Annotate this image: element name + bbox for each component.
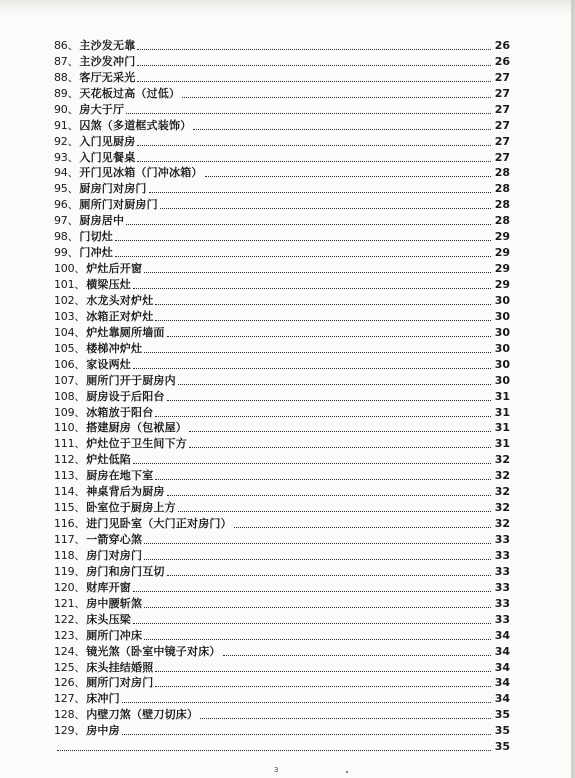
toc-entry-page: 27 bbox=[494, 134, 510, 148]
toc-entry-page: 29 bbox=[494, 246, 510, 260]
toc-entry bbox=[54, 36, 510, 52]
toc-entry-page: 30 bbox=[494, 325, 510, 339]
toc-dot-leader bbox=[149, 192, 491, 193]
toc-entry bbox=[54, 68, 510, 84]
toc-entry-number: 126、 bbox=[54, 676, 86, 690]
toc-entry-title: 水龙头对炉灶 bbox=[86, 293, 154, 307]
toc-entry-title: 囚煞（多道框式装饰） bbox=[79, 118, 192, 132]
toc-entry bbox=[54, 689, 510, 705]
toc-entry bbox=[54, 658, 510, 674]
toc-entry bbox=[54, 259, 510, 275]
toc-entry bbox=[54, 705, 510, 721]
toc-entry-number: 99、 bbox=[54, 246, 79, 260]
toc-entry bbox=[54, 116, 510, 132]
toc-entry-number: 104、 bbox=[54, 325, 86, 339]
toc-entry-number: 118、 bbox=[54, 548, 86, 562]
toc-entry-title: 炉灶位于卫生间下方 bbox=[86, 437, 188, 451]
toc-entry-title: 客厅无采光 bbox=[79, 70, 136, 84]
toc-entry-page: 27 bbox=[494, 70, 510, 84]
toc-entry-number: 124、 bbox=[54, 644, 86, 658]
toc-dot-leader bbox=[200, 718, 491, 719]
toc-dot-leader bbox=[223, 655, 491, 656]
toc-entry-number: 95、 bbox=[54, 182, 79, 196]
toc-entry-number: 110、 bbox=[54, 421, 86, 435]
toc-entry-title: 床头压梁 bbox=[86, 612, 132, 626]
toc-dot-leader bbox=[126, 113, 491, 114]
toc-entry-page: 31 bbox=[494, 389, 510, 403]
toc-dot-leader bbox=[144, 607, 491, 608]
toc-entry-number: 94、 bbox=[54, 166, 79, 180]
toc-entry bbox=[54, 275, 510, 291]
toc-entry bbox=[54, 737, 510, 753]
toc-entry-number: 100、 bbox=[54, 262, 86, 276]
toc-dot-leader bbox=[137, 161, 491, 162]
toc-entry-page: 31 bbox=[494, 421, 510, 435]
toc-dot-leader bbox=[193, 129, 491, 130]
toc-dot-leader bbox=[122, 702, 491, 703]
toc-entry-number: 122、 bbox=[54, 612, 86, 626]
toc-dot-leader bbox=[167, 495, 491, 496]
toc-dot-leader bbox=[144, 272, 491, 273]
toc-entry-number: 116、 bbox=[54, 517, 86, 531]
toc-entry-title: 入门见厨房 bbox=[79, 134, 136, 148]
toc-dot-leader bbox=[133, 368, 491, 369]
toc-entry bbox=[54, 721, 510, 737]
toc-entry-page: 33 bbox=[494, 596, 510, 610]
toc-entry bbox=[54, 642, 510, 658]
toc-dot-leader bbox=[167, 336, 491, 337]
toc-entry-page: 33 bbox=[494, 612, 510, 626]
table-of-contents bbox=[54, 36, 510, 753]
toc-entry bbox=[54, 148, 510, 164]
toc-entry-page: 28 bbox=[494, 182, 510, 196]
toc-entry-number: 113、 bbox=[54, 469, 86, 483]
toc-dot-leader bbox=[137, 65, 491, 66]
toc-entry bbox=[54, 610, 510, 626]
toc-entry-page: 31 bbox=[494, 405, 510, 419]
toc-entry-number: 129、 bbox=[54, 724, 86, 738]
toc-entry-number: 105、 bbox=[54, 341, 86, 355]
toc-entry-page: 26 bbox=[494, 38, 510, 52]
toc-entry-page: 30 bbox=[494, 341, 510, 355]
toc-entry-title: 厕所门对房门 bbox=[86, 676, 154, 690]
page-number: 3 bbox=[274, 766, 279, 774]
toc-entry-number: 97、 bbox=[54, 214, 79, 228]
toc-entry-page: 33 bbox=[494, 548, 510, 562]
toc-entry bbox=[54, 164, 510, 180]
toc-dot-leader bbox=[155, 671, 491, 672]
toc-entry-title: 门切灶 bbox=[79, 230, 114, 244]
toc-entry-page: 30 bbox=[494, 373, 510, 387]
toc-dot-leader bbox=[144, 639, 491, 640]
toc-entry-page: 27 bbox=[494, 102, 510, 116]
toc-entry-page: 28 bbox=[494, 198, 510, 212]
toc-dot-leader bbox=[115, 256, 491, 257]
toc-entry-title: 房中房 bbox=[86, 724, 120, 738]
toc-entry-page: 27 bbox=[494, 118, 510, 132]
toc-dot-leader bbox=[155, 304, 491, 305]
toc-dot-leader bbox=[189, 447, 491, 448]
toc-entry-title: 天花板过高（过低） bbox=[79, 86, 181, 100]
toc-entry-title: 开门见冰箱（门冲冰箱） bbox=[79, 166, 203, 180]
toc-entry-page: 34 bbox=[494, 644, 510, 658]
toc-entry bbox=[54, 307, 510, 323]
toc-dot-leader bbox=[126, 224, 491, 225]
toc-entry-number: 101、 bbox=[54, 278, 86, 291]
toc-entry bbox=[54, 52, 510, 68]
toc-entry-number: 93、 bbox=[54, 150, 79, 164]
toc-entry bbox=[54, 626, 510, 642]
toc-entry-number: 115、 bbox=[54, 501, 86, 515]
toc-entry-page: 33 bbox=[494, 533, 510, 546]
toc-entry-page: 35 bbox=[494, 708, 510, 722]
toc-entry-number: 119、 bbox=[54, 564, 86, 578]
toc-entry bbox=[54, 179, 510, 195]
toc-entry-title: 横梁压灶 bbox=[86, 278, 132, 291]
toc-entry bbox=[54, 100, 510, 116]
toc-entry-page: 34 bbox=[494, 628, 510, 642]
toc-entry bbox=[54, 514, 510, 530]
toc-entry-number: 86、 bbox=[54, 38, 79, 52]
toc-dot-leader bbox=[155, 686, 491, 687]
page-top-edge bbox=[0, 0, 575, 14]
toc-entry-page: 29 bbox=[494, 262, 510, 276]
toc-entry-number: 128、 bbox=[54, 708, 86, 722]
toc-entry bbox=[54, 450, 510, 466]
toc-entry-title: 房大于厅 bbox=[79, 102, 125, 116]
toc-entry-title: 神桌背后为厨房 bbox=[86, 485, 165, 499]
toc-entry-number: 103、 bbox=[54, 309, 86, 323]
toc-dot-leader bbox=[155, 416, 491, 417]
toc-entry-title: 床头挂结婚照 bbox=[86, 660, 154, 674]
toc-entry-title: 进门见卧室（大门正对房门） bbox=[86, 517, 232, 531]
toc-entry-title: 厕所门冲床 bbox=[86, 628, 143, 642]
toc-entry-page: 32 bbox=[494, 469, 510, 483]
toc-entry-number: 114、 bbox=[54, 485, 86, 499]
toc-entry-title: 厨房在地下室 bbox=[86, 469, 154, 483]
toc-entry bbox=[54, 419, 510, 435]
toc-entry-number: 102、 bbox=[54, 293, 86, 307]
toc-entry-title: 镜光煞（卧室中镜子对床） bbox=[86, 644, 221, 658]
toc-entry-number: 107、 bbox=[54, 373, 86, 387]
toc-entry-number: 123、 bbox=[54, 628, 86, 642]
scan-speck bbox=[346, 771, 348, 773]
toc-dot-leader bbox=[144, 543, 491, 544]
toc-entry bbox=[54, 132, 510, 148]
toc-entry-number: 87、 bbox=[54, 54, 79, 68]
toc-entry-number: 96、 bbox=[54, 198, 79, 212]
toc-entry-number: 117、 bbox=[54, 533, 86, 546]
toc-entry-number: 88、 bbox=[54, 70, 79, 84]
toc-entry-page: 28 bbox=[494, 214, 510, 228]
toc-entry-title: 房门对房门 bbox=[86, 548, 143, 562]
toc-entry-page: 31 bbox=[494, 437, 510, 451]
toc-entry-page: 27 bbox=[494, 86, 510, 100]
toc-entry-title: 门冲灶 bbox=[79, 246, 114, 260]
toc-dot-leader bbox=[144, 352, 491, 353]
toc-entry bbox=[54, 546, 510, 562]
toc-entry bbox=[54, 291, 510, 307]
toc-dot-leader bbox=[205, 176, 491, 177]
toc-entry bbox=[54, 387, 510, 403]
toc-entry-number: 120、 bbox=[54, 580, 86, 594]
toc-entry-number: 121、 bbox=[54, 596, 86, 610]
toc-entry-page: 33 bbox=[494, 564, 510, 578]
toc-entry bbox=[54, 323, 510, 339]
toc-entry bbox=[54, 674, 510, 690]
toc-dot-leader bbox=[133, 288, 491, 289]
toc-entry bbox=[54, 466, 510, 482]
toc-entry bbox=[54, 371, 510, 387]
toc-entry-title: 冰箱正对炉灶 bbox=[86, 309, 154, 323]
toc-entry bbox=[54, 578, 510, 594]
toc-entry-title: 主沙发冲门 bbox=[79, 54, 136, 68]
toc-entry-number: 109、 bbox=[54, 405, 86, 419]
toc-entry-page: 32 bbox=[494, 517, 510, 531]
toc-entry-page: 35 bbox=[494, 740, 510, 754]
toc-dot-leader bbox=[167, 575, 491, 576]
toc-entry bbox=[54, 339, 510, 355]
toc-dot-leader bbox=[182, 97, 491, 98]
toc-dot-leader bbox=[178, 511, 491, 512]
toc-dot-leader bbox=[137, 145, 491, 146]
toc-dot-leader bbox=[189, 431, 491, 432]
toc-entry-number: 92、 bbox=[54, 134, 79, 148]
toc-dot-leader bbox=[57, 750, 491, 751]
toc-entry-page: 32 bbox=[494, 453, 510, 467]
toc-entry-page: 26 bbox=[494, 54, 510, 68]
toc-entry-title: 厨房居中 bbox=[79, 214, 125, 228]
toc-entry bbox=[54, 562, 510, 578]
toc-entry-title: 楼梯冲炉灶 bbox=[86, 341, 143, 355]
toc-entry bbox=[54, 227, 510, 243]
toc-entry-number: 91、 bbox=[54, 118, 79, 132]
toc-entry-title: 一箭穿心煞 bbox=[86, 533, 143, 546]
toc-entry bbox=[54, 403, 510, 419]
toc-dot-leader bbox=[115, 240, 491, 241]
toc-entry-title: 炉灶低陷 bbox=[86, 453, 132, 467]
toc-entry-title: 床冲门 bbox=[86, 692, 120, 706]
toc-entry-title: 家设两灶 bbox=[86, 357, 132, 371]
toc-entry-page: 30 bbox=[494, 293, 510, 307]
toc-entry-number: 98、 bbox=[54, 230, 79, 244]
toc-entry bbox=[54, 594, 510, 610]
toc-entry-page: 35 bbox=[494, 724, 510, 738]
toc-entry-number: 112、 bbox=[54, 453, 86, 467]
toc-entry bbox=[54, 498, 510, 514]
toc-entry-number: 108、 bbox=[54, 389, 86, 403]
toc-entry bbox=[54, 84, 510, 100]
toc-dot-leader bbox=[160, 208, 491, 209]
toc-entry-page: 34 bbox=[494, 692, 510, 706]
toc-dot-leader bbox=[155, 479, 491, 480]
toc-entry bbox=[54, 530, 510, 546]
toc-entry-title: 主沙发无靠 bbox=[79, 38, 136, 52]
toc-entry bbox=[54, 482, 510, 498]
toc-entry-title: 厨房门对房门 bbox=[79, 182, 147, 196]
toc-entry-title: 财库开窗 bbox=[86, 580, 132, 594]
toc-entry-page: 32 bbox=[494, 485, 510, 499]
toc-entry-number: 125、 bbox=[54, 660, 86, 674]
toc-entry-number: 89、 bbox=[54, 86, 79, 100]
toc-entry-number: 106、 bbox=[54, 357, 86, 371]
toc-dot-leader bbox=[133, 463, 491, 464]
toc-entry-page: 32 bbox=[494, 501, 510, 515]
toc-entry-title: 房门和房门互切 bbox=[86, 564, 165, 578]
toc-entry-title: 卧室位于厨房上方 bbox=[86, 501, 176, 515]
toc-entry-title: 厕所门开于厨房内 bbox=[86, 373, 176, 387]
toc-entry-page: 29 bbox=[494, 230, 510, 244]
toc-entry-number: 111、 bbox=[54, 437, 86, 451]
toc-entry-page: 33 bbox=[494, 580, 510, 594]
toc-entry-title: 炉灶后开窗 bbox=[86, 262, 143, 276]
toc-entry-title: 入门见餐桌 bbox=[79, 150, 136, 164]
toc-entry bbox=[54, 243, 510, 259]
toc-entry-title: 冰箱放于阳台 bbox=[86, 405, 154, 419]
toc-dot-leader bbox=[133, 591, 491, 592]
toc-entry-page: 29 bbox=[494, 278, 510, 291]
toc-dot-leader bbox=[234, 527, 491, 528]
toc-entry-page: 30 bbox=[494, 309, 510, 323]
page-right-edge bbox=[571, 0, 575, 778]
toc-dot-leader bbox=[133, 623, 491, 624]
toc-entry bbox=[54, 211, 510, 227]
toc-entry-number: 127、 bbox=[54, 692, 86, 706]
toc-dot-leader bbox=[144, 559, 491, 560]
toc-entry-title: 厨房设于后阳台 bbox=[86, 389, 165, 403]
toc-entry-page: 28 bbox=[494, 166, 510, 180]
toc-entry bbox=[54, 355, 510, 371]
toc-entry-title: 搭建厨房（包袱屋） bbox=[86, 421, 188, 435]
toc-entry-page: 27 bbox=[494, 150, 510, 164]
toc-dot-leader bbox=[137, 49, 491, 50]
toc-entry-number: 90、 bbox=[54, 102, 79, 116]
toc-entry bbox=[54, 434, 510, 450]
toc-entry bbox=[54, 195, 510, 211]
toc-dot-leader bbox=[178, 384, 491, 385]
toc-dot-leader bbox=[167, 400, 491, 401]
toc-dot-leader bbox=[137, 81, 491, 82]
toc-entry-page: 30 bbox=[494, 357, 510, 371]
toc-entry-page: 34 bbox=[494, 676, 510, 690]
toc-entry-page: 34 bbox=[494, 660, 510, 674]
toc-dot-leader bbox=[155, 320, 491, 321]
toc-dot-leader bbox=[122, 734, 491, 735]
toc-entry-title: 内壁刀煞（壁刀切床） bbox=[86, 708, 199, 722]
toc-entry-title: 厕所门对厨房门 bbox=[79, 198, 158, 212]
toc-entry-title: 房中腰斩煞 bbox=[86, 596, 143, 610]
toc-entry-title: 炉灶靠厕所墙面 bbox=[86, 325, 165, 339]
